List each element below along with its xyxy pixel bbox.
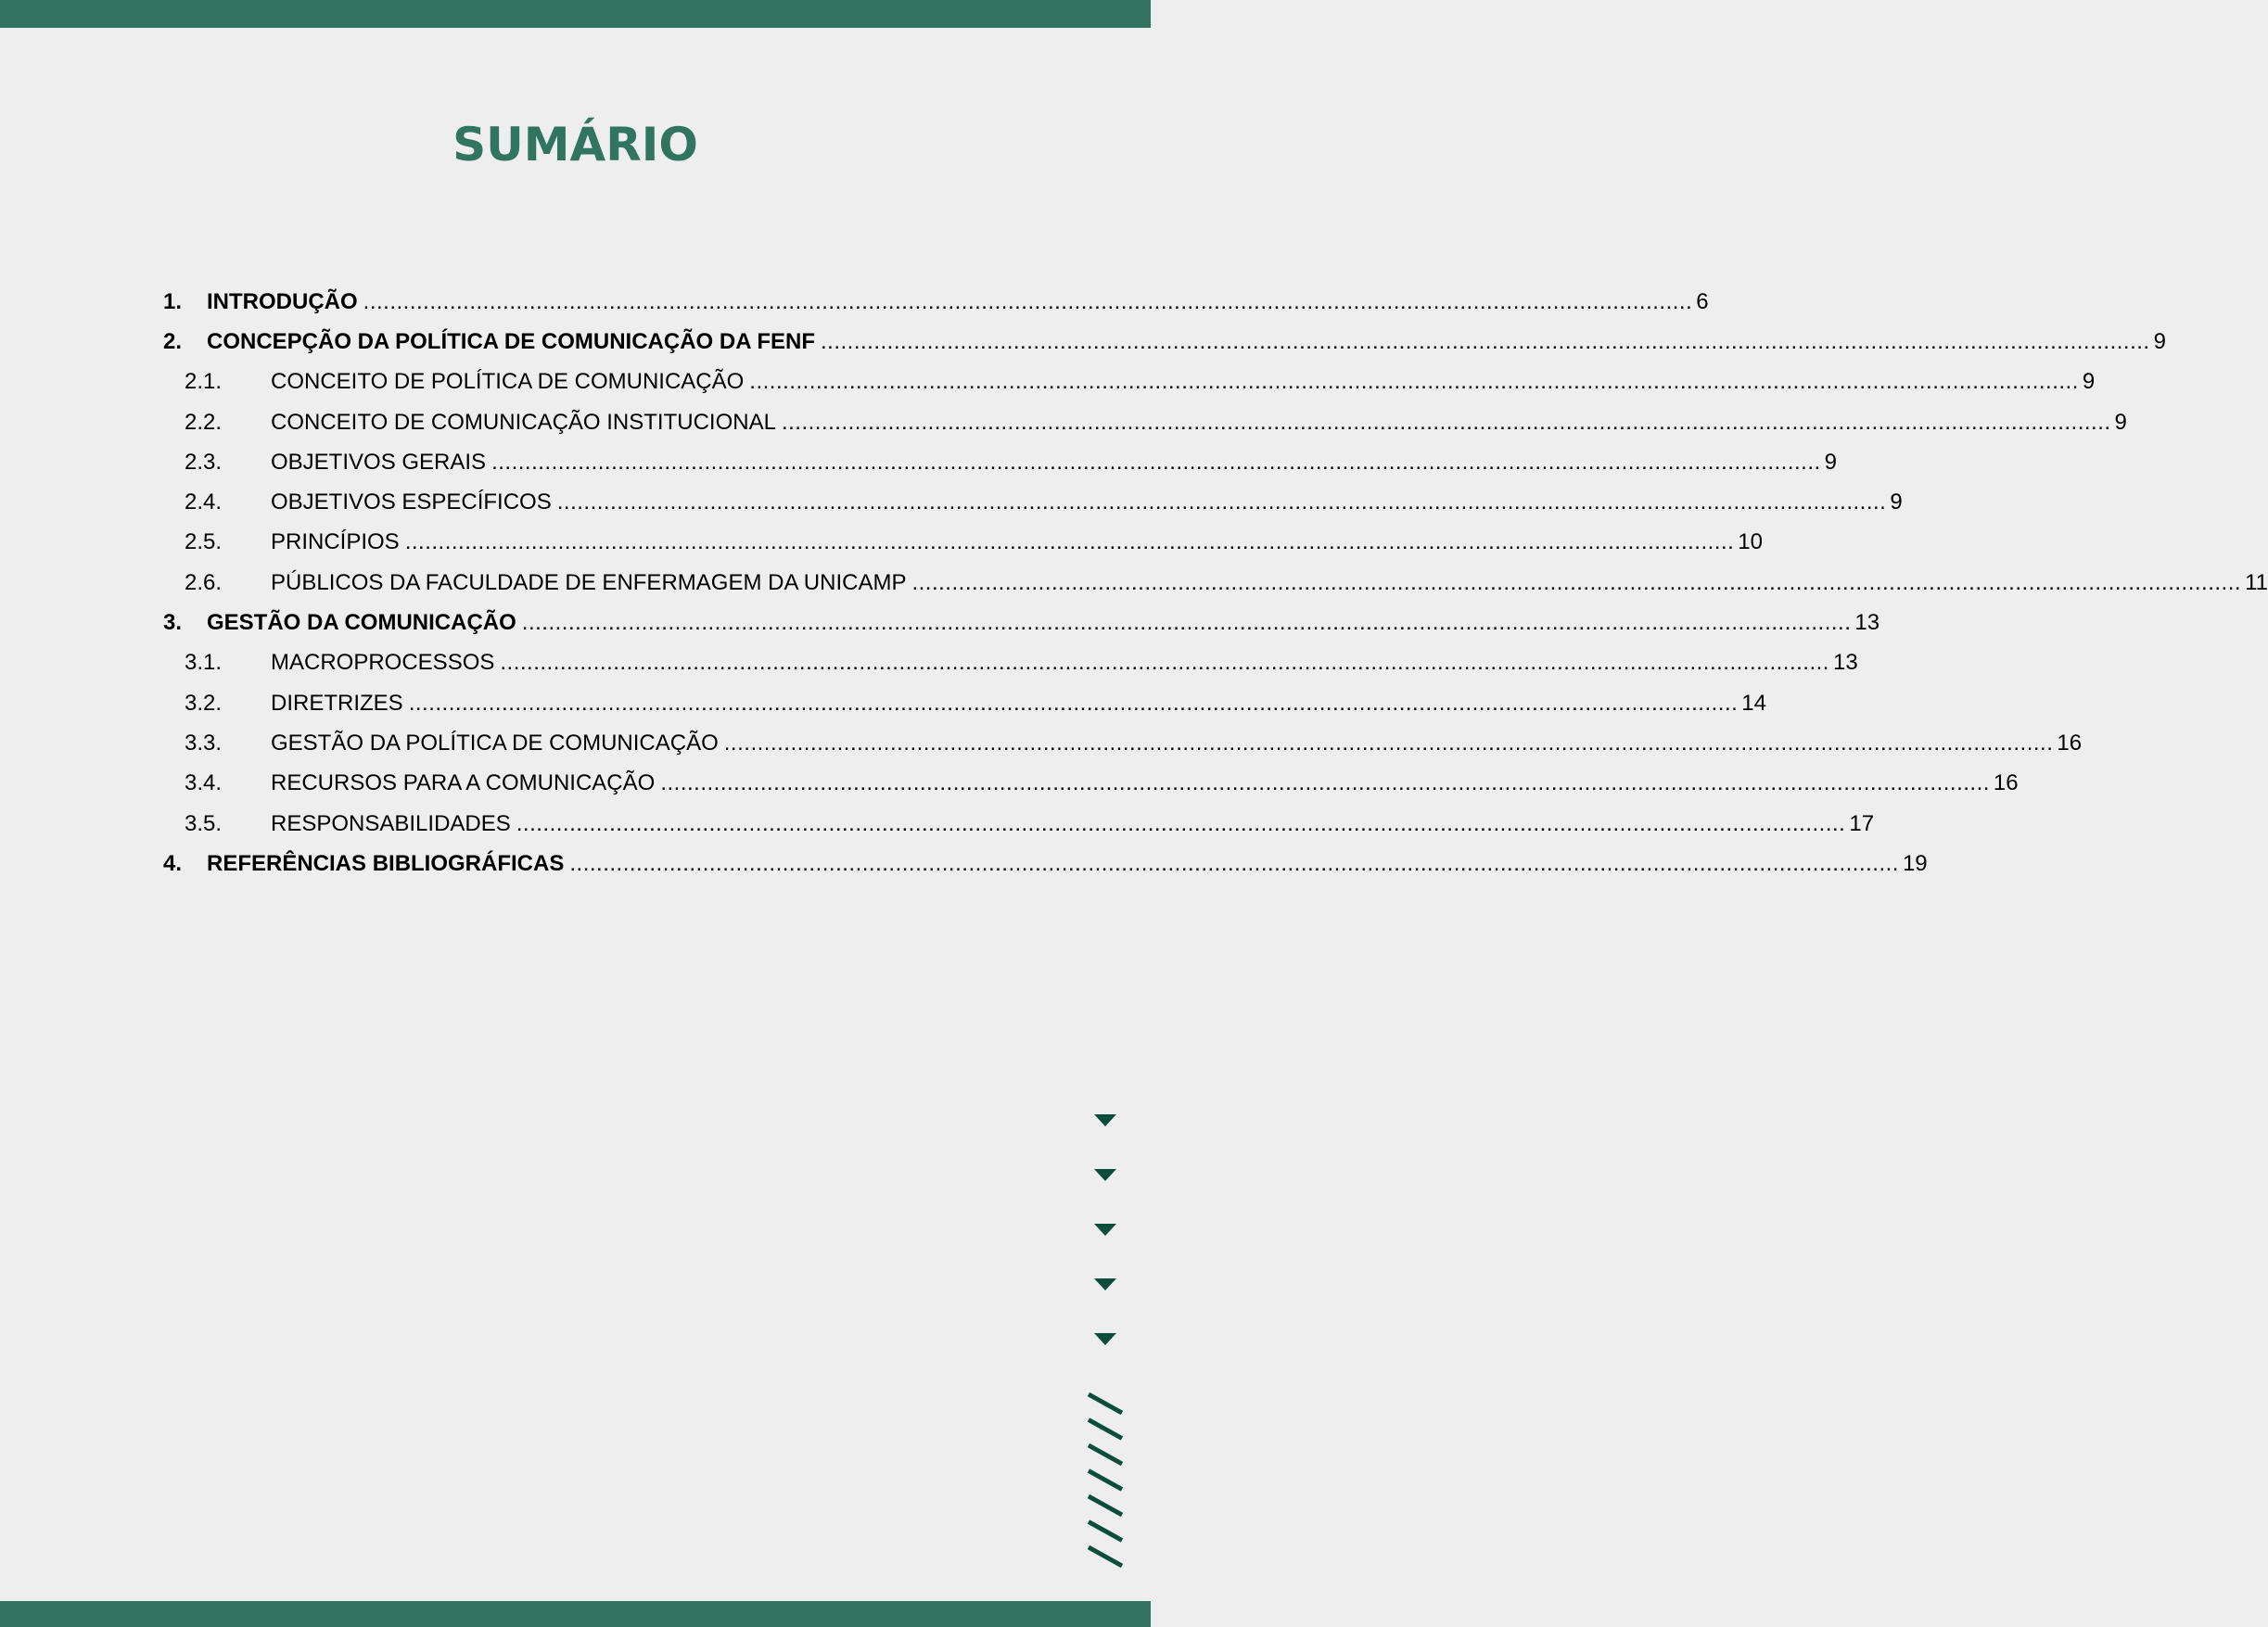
toc-entry-number: 3.1. (185, 650, 223, 676)
toc-entry-page: 9 (2082, 369, 2096, 395)
diagonal-stripe-icon (1089, 1445, 1122, 1464)
toc-dot-leader: ........................................................................................................................................................................................................ (404, 529, 1735, 555)
toc-dot-leader: ........................................................................................................................................................................................................ (723, 730, 2054, 756)
diagonal-stripe-icon (1089, 1394, 1122, 1413)
toc-entry-page: 10 (1738, 529, 1763, 555)
toc-entry-title: INTRODUÇÃO (207, 288, 358, 314)
toc-entry[interactable] (163, 523, 1763, 563)
toc-entry-number: 2.1. (185, 369, 223, 395)
toc-entry-number: 1. (163, 288, 183, 314)
toc-dot-leader: ........................................................................................................................................................................................................ (408, 690, 1739, 716)
top-accent-bar (0, 0, 1151, 28)
toc-entry-title: RECURSOS PARA A COMUNICAÇÃO (271, 770, 656, 796)
bottom-accent-bar (0, 1601, 1151, 1627)
toc-entry-title: CONCEPÇÃO DA POLÍTICA DE COMUNICAÇÃO DA FENF (207, 328, 815, 354)
toc-entry-number: 2.2. (185, 409, 223, 435)
toc-entry[interactable] (163, 603, 1880, 642)
toc-dot-leader: ........................................................................................................................................................................................................ (500, 650, 1829, 676)
toc-entry-page: 16 (2057, 730, 2083, 756)
toc-entry-number: 2.3. (185, 449, 223, 475)
triangle-down-icon (1094, 1114, 1116, 1126)
triangle-down-icon (1094, 1333, 1116, 1345)
triangle-down-icon (1094, 1169, 1116, 1181)
toc-entry-title: REFERÊNCIAS BIBLIOGRÁFICAS (207, 850, 565, 876)
toc-entry-title: DIRETRIZES (271, 690, 403, 716)
triangle-down-icon (1094, 1278, 1116, 1290)
toc-entry-title: GESTÃO DA COMUNICAÇÃO (207, 610, 516, 636)
table-of-contents (163, 282, 2268, 883)
diagonal-stripe-icon (1089, 1496, 1122, 1515)
toc-entry-title: MACROPROCESSOS (271, 650, 495, 676)
toc-entry-page: 13 (1854, 610, 1880, 636)
toc-entry-page: 19 (1902, 850, 1928, 876)
toc-entry-page: 11 (2245, 569, 2268, 595)
diagonal-stripe-icon (1089, 1471, 1122, 1490)
toc-entry-page: 17 (1849, 810, 1875, 836)
toc-entry-number: 3.3. (185, 730, 223, 756)
toc-dot-leader: ........................................................................................................................................................................................................ (781, 409, 2111, 435)
toc-entry-title: OBJETIVOS GERAIS (271, 449, 487, 475)
diagonal-stripe-icon (1089, 1522, 1122, 1541)
toc-entry[interactable] (163, 683, 1766, 723)
toc-entry-page: 9 (1824, 449, 1838, 475)
toc-entry[interactable] (163, 402, 2127, 442)
toc-entry[interactable] (163, 362, 2096, 402)
toc-entry-number: 2.4. (185, 489, 223, 515)
toc-entry-number: 4. (163, 850, 183, 876)
toc-entry-title: GESTÃO DA POLÍTICA DE COMUNICAÇÃO (271, 730, 719, 756)
toc-entry[interactable] (163, 482, 1903, 522)
toc-entry-title: CONCEITO DE COMUNICAÇÃO INSTITUCIONAL (271, 409, 776, 435)
toc-entry[interactable] (163, 804, 1875, 844)
toc-entry-page: 14 (1741, 690, 1766, 716)
toc-entry[interactable] (163, 643, 1858, 683)
toc-entry-title: PRINCÍPIOS (271, 529, 400, 555)
toc-dot-leader: ........................................................................................................................................................................................................ (821, 328, 2150, 354)
toc-dot-leader: ........................................................................................................................................................................................................ (491, 449, 1821, 475)
toc-dot-leader: ........................................................................................................................................................................................................ (911, 569, 2242, 595)
toc-entry-number: 2. (163, 328, 183, 354)
toc-dot-leader: ........................................................................................................................................................................................................ (516, 810, 1846, 836)
triangle-down-icon (1094, 1224, 1116, 1236)
toc-entry-title: OBJETIVOS ESPECÍFICOS (271, 489, 552, 515)
toc-entry[interactable] (163, 764, 2019, 804)
toc-entry-page: 6 (1696, 288, 1709, 314)
toc-entry[interactable] (163, 442, 1838, 482)
toc-dot-leader: ........................................................................................................................................................................................................ (363, 288, 1693, 314)
toc-entry[interactable] (163, 723, 2083, 763)
toc-entry-page: 9 (2114, 409, 2127, 435)
toc-dot-leader: ........................................................................................................................................................................................................ (556, 489, 1887, 515)
diagonal-stripe-icon (1089, 1420, 1122, 1439)
toc-entry-page: 9 (1890, 489, 1903, 515)
toc-entry[interactable] (163, 282, 1709, 322)
toc-entry-title: PÚBLICOS DA FACULDADE DE ENFERMAGEM DA UNICAMP (271, 569, 907, 595)
decorative-shapes (1085, 1103, 1131, 1576)
toc-entry-title: CONCEITO DE POLÍTICA DE COMUNICAÇÃO (271, 369, 745, 395)
toc-entry[interactable] (163, 322, 2166, 362)
toc-entry-number: 3.2. (185, 690, 223, 716)
diagonal-stripe-icon (1089, 1547, 1122, 1566)
toc-dot-leader: ........................................................................................................................................................................................................ (569, 850, 1899, 876)
toc-entry-number: 2.6. (185, 569, 223, 595)
toc-entry-page: 13 (1832, 650, 1858, 676)
toc-entry[interactable] (163, 563, 2268, 603)
toc-entry-page: 16 (1993, 770, 2019, 796)
toc-dot-leader: ........................................................................................................................................................................................................ (521, 610, 1852, 636)
toc-entry-page: 9 (2153, 328, 2166, 354)
toc-entry-title: RESPONSABILIDADES (271, 810, 511, 836)
toc-entry-number: 2.5. (185, 529, 223, 555)
toc-entry-number: 3.4. (185, 770, 223, 796)
toc-dot-leader: ........................................................................................................................................................................................................ (749, 369, 2079, 395)
toc-entry[interactable] (163, 844, 1928, 883)
page-title: SUMÁRIO (452, 118, 698, 172)
toc-entry-number: 3. (163, 610, 183, 636)
toc-dot-leader: ........................................................................................................................................................................................................ (660, 770, 1990, 796)
toc-entry-number: 3.5. (185, 810, 223, 836)
